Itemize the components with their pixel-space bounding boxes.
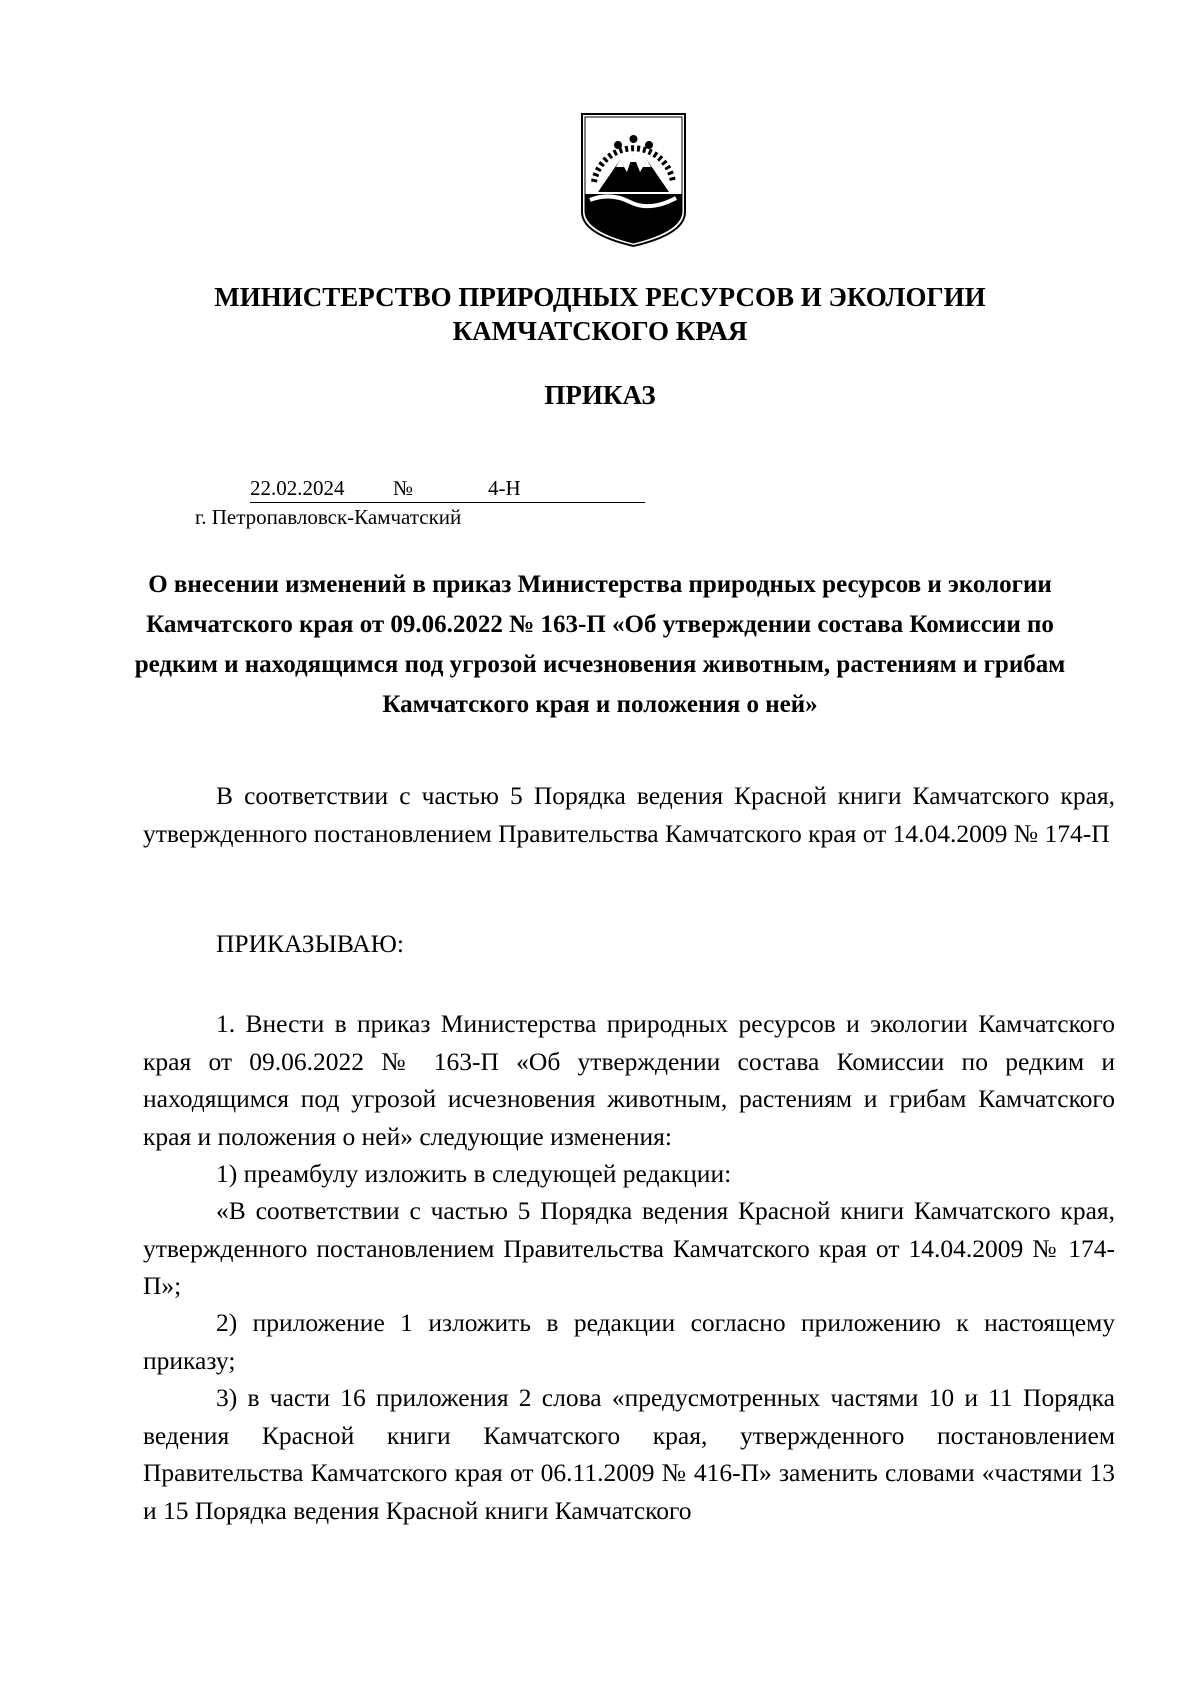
coat-of-arms-icon bbox=[580, 112, 687, 248]
ministry-line-2: КАМЧАТСКОГО КРАЯ bbox=[452, 316, 748, 346]
subject-text: О внесении изменений в приказ Министерства природных ресурсов и экологии Камчатского края от 09.06.2022 № 163-П «Об утверждении состава Комиссии по редким и находящимся под угрозой исчезновения животным, растениям и грибам Камчатского края и положения о ней» bbox=[134, 571, 1066, 718]
document-number: 4-Н bbox=[488, 476, 521, 500]
number-sign: № bbox=[393, 476, 414, 500]
document-subject bbox=[0, 565, 1200, 725]
item-1-paragraph: 1. Внести в приказ Министерства природных ресурсов и экологии Камчатского края от 09.06.2022 № 163-П «Об утверждении состава Комиссии по редким и находящимся под угрозой исчезновения животным, растениям и грибам Камчатского края и положения о ней» следующие изменения: bbox=[143, 1009, 1115, 1151]
ministry-name bbox=[0, 280, 1200, 348]
item-1-1-paragraph: 1) преамбулу изложить в следующей редакции: bbox=[216, 1159, 732, 1188]
date-number-row bbox=[250, 474, 645, 503]
preamble-paragraph: В соответствии с частью 5 Порядка ведения Красной книги Камчатского края, утвержденного постановлением Правительства Камчатского края от 14.04.2009 № 174-П bbox=[143, 781, 1115, 848]
item-1-3-paragraph: 3) в части 16 приложения 2 слова «предусмотренных частями 10 и 11 Порядка ведения Красной книги Камчатского края, утвержденного постановлением Правительства Камчатского края от 06.11.2009 № 416-П» заменить словами «частями 13 и 15 Порядка ведения Красной книги Камчатского bbox=[143, 1383, 1115, 1525]
item-1-1-text-paragraph: «В соответствии с частью 5 Порядка ведения Красной книги Камчатского края, утвержденного постановлением Правительства Камчатского края от 14.04.2009 № 174-П»; bbox=[143, 1196, 1115, 1300]
ministry-line-1: МИНИСТЕРСТВО ПРИРОДНЫХ РЕСУРСОВ И ЭКОЛОГИИ bbox=[214, 282, 986, 312]
item-1-2-paragraph: 2) приложение 1 изложить в редакции согласно приложению к настоящему приказу; bbox=[143, 1308, 1115, 1375]
order-word: ПРИКАЗЫВАЮ: bbox=[216, 929, 404, 958]
city-name: г. Петропавловск-Камчатский bbox=[195, 505, 462, 529]
document-date: 22.02.2024 bbox=[250, 476, 345, 500]
document-type: ПРИКАЗ bbox=[544, 380, 656, 410]
